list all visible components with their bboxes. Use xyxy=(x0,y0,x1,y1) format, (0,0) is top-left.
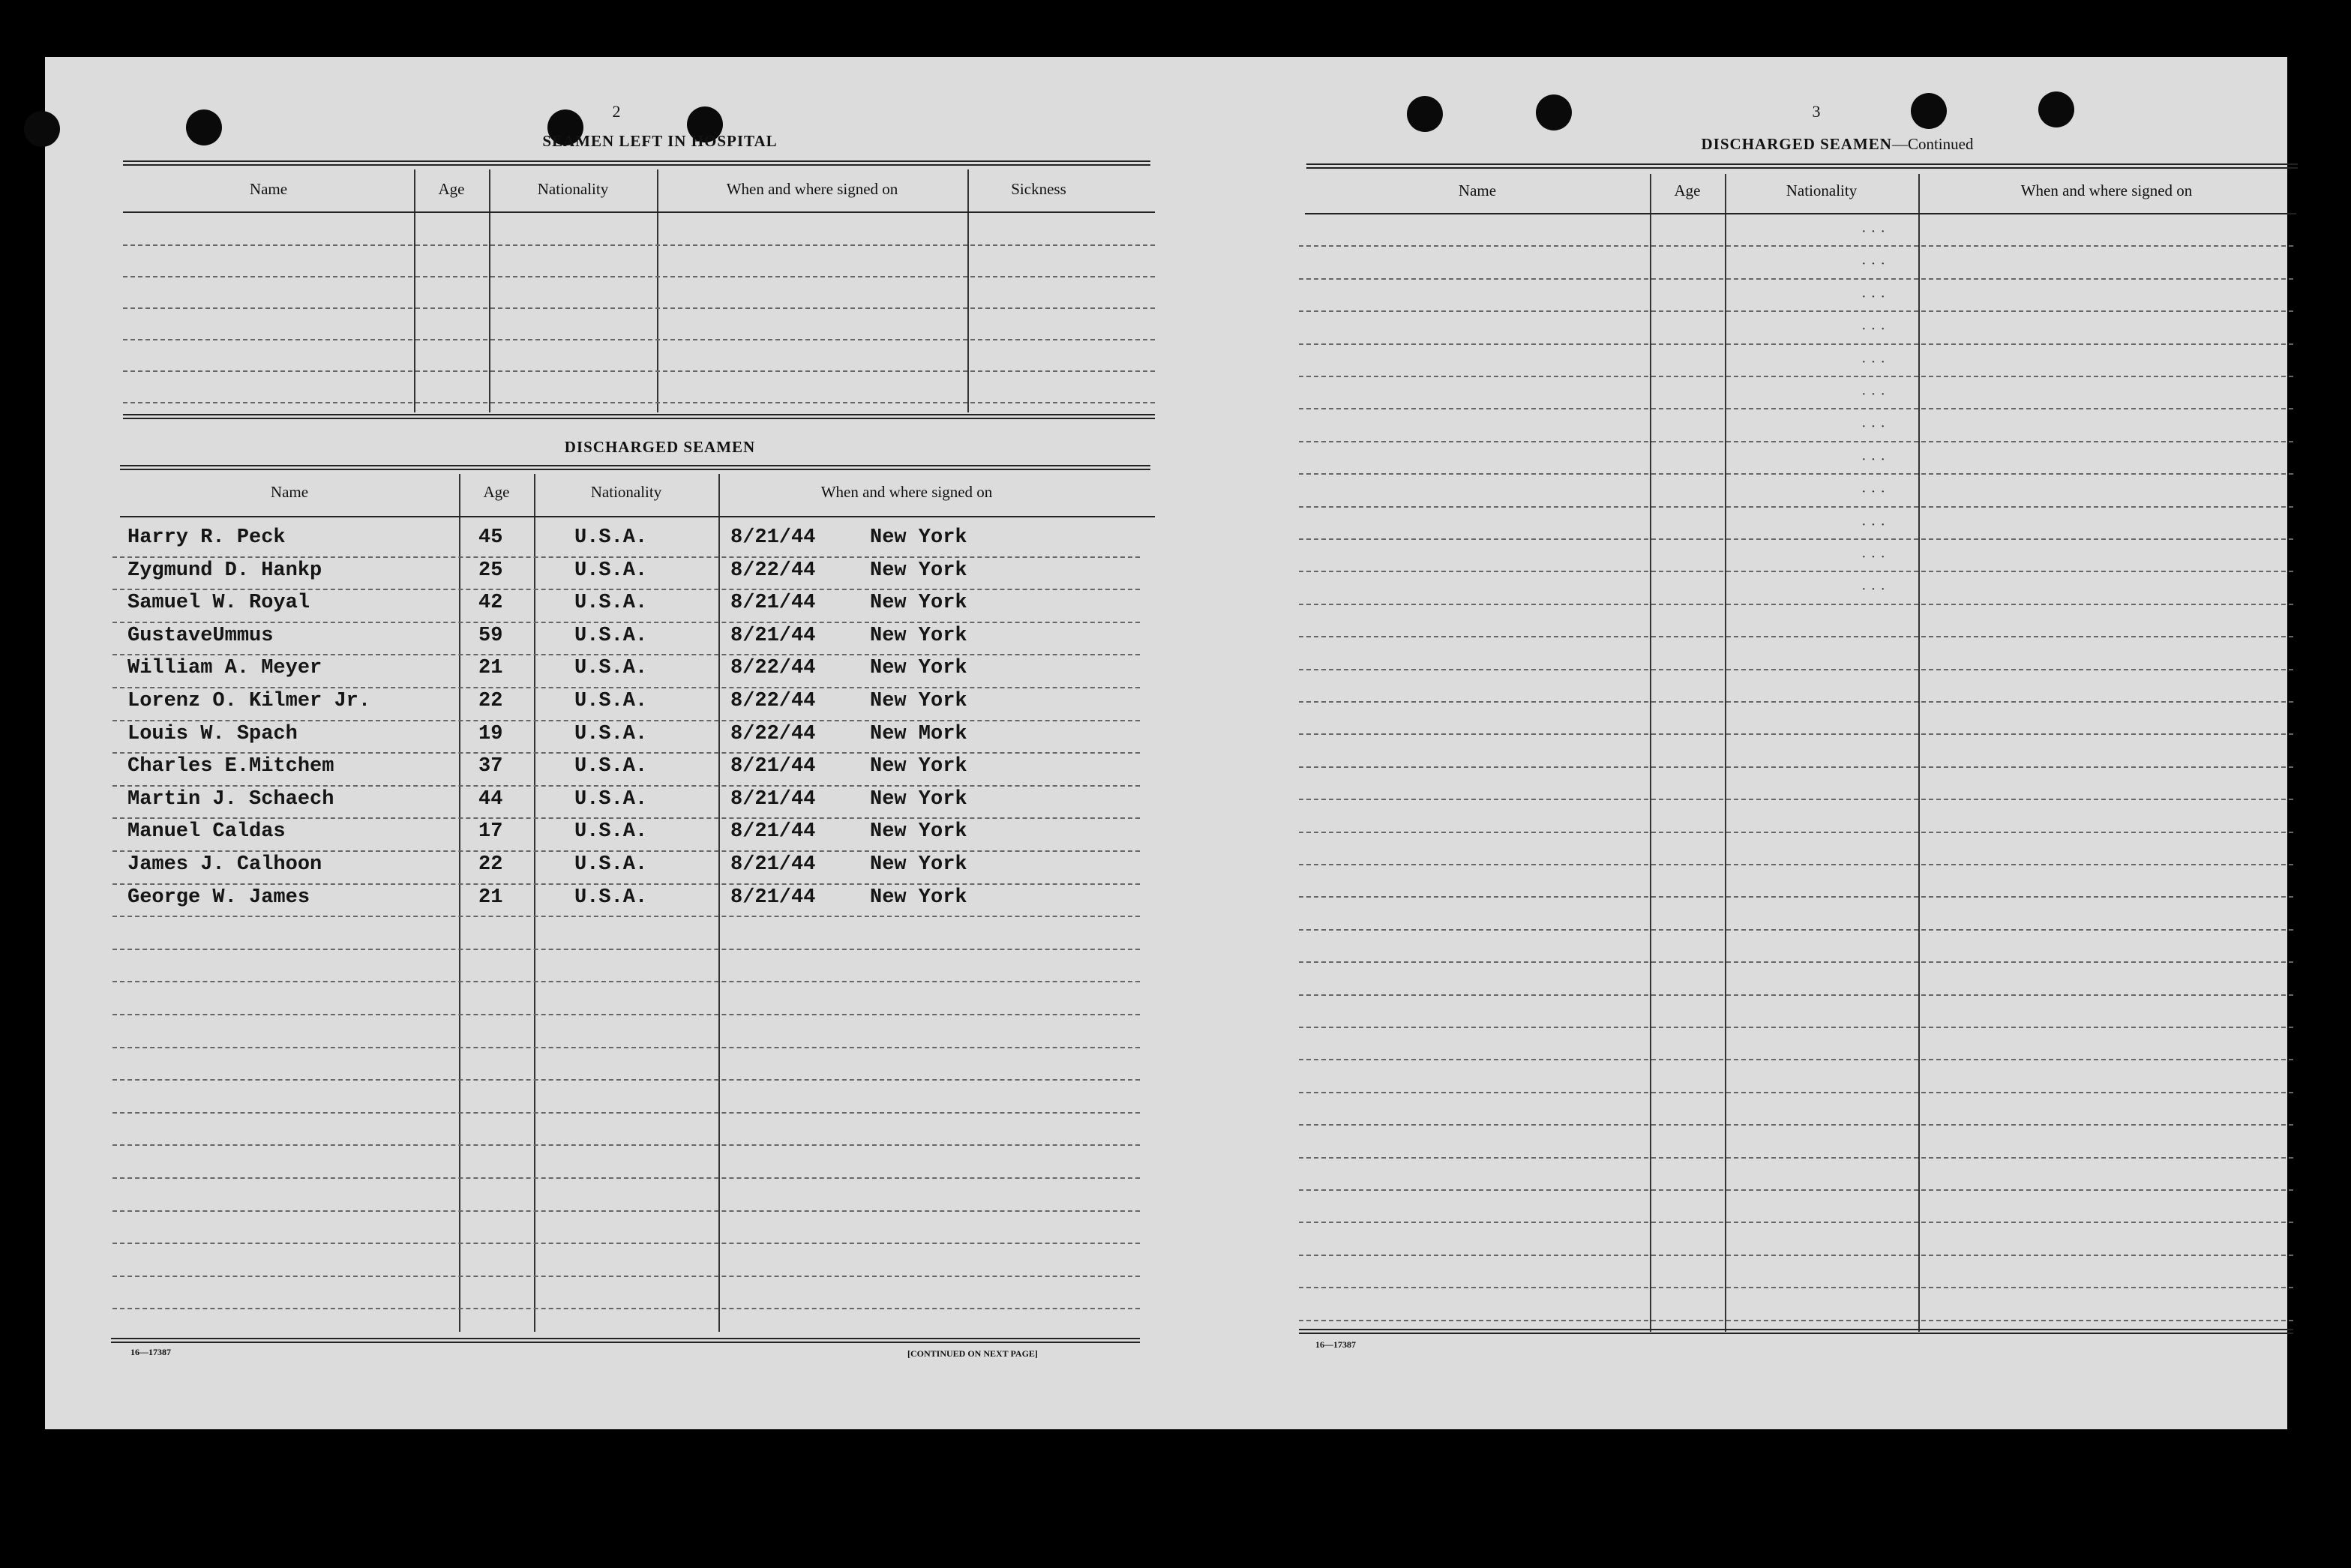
seaman-age: 19 xyxy=(478,723,503,745)
column-header: Name xyxy=(1458,181,1497,199)
signed-on-place: New York xyxy=(870,657,967,679)
seaman-age: 22 xyxy=(478,853,503,876)
signed-on-date: 8/22/44 xyxy=(730,657,816,679)
seaman-name: Samuel W. Royal xyxy=(127,592,310,614)
table-row xyxy=(45,625,1170,658)
signed-on-date: 8/21/44 xyxy=(730,886,816,909)
row-line xyxy=(1299,1027,2293,1028)
row-line xyxy=(123,370,1155,372)
row-line xyxy=(1299,929,2293,931)
column-header: Nationality xyxy=(590,483,662,501)
table-bottom-rule xyxy=(1299,1329,2293,1334)
row-line xyxy=(1299,408,2293,409)
table-row xyxy=(45,723,1170,756)
seaman-name: George W. James xyxy=(127,886,310,909)
row-line xyxy=(112,1243,1140,1244)
column-header: Age xyxy=(483,483,510,501)
seaman-nationality: U.S.A. xyxy=(574,526,648,549)
page-number: 3 xyxy=(1812,102,1821,121)
seaman-name: Manuel Caldas xyxy=(127,820,286,843)
table-row xyxy=(45,755,1170,788)
row-line xyxy=(1299,1092,2293,1093)
row-line xyxy=(112,1047,1140,1048)
table-row xyxy=(45,526,1170,559)
row-line xyxy=(1299,343,2293,345)
seaman-nationality: U.S.A. xyxy=(574,559,648,582)
row-line xyxy=(112,1308,1140,1309)
row-line xyxy=(1299,1059,2293,1060)
seaman-age: 59 xyxy=(478,625,503,647)
row-line xyxy=(112,1079,1140,1081)
seaman-age: 22 xyxy=(478,690,503,712)
row-line xyxy=(1299,1255,2293,1256)
seaman-age: 17 xyxy=(478,820,503,843)
ledger-sheet xyxy=(45,57,2287,1429)
column-header: Age xyxy=(438,180,465,198)
leader-dots: ··· xyxy=(1861,223,1890,240)
row-line xyxy=(1299,245,2293,247)
row-line xyxy=(1299,376,2293,377)
row-line xyxy=(1299,799,2293,800)
seaman-age: 21 xyxy=(478,886,503,909)
row-line xyxy=(1299,571,2293,572)
continued-note: [CONTINUED ON NEXT PAGE] xyxy=(907,1348,1038,1359)
header-underline xyxy=(123,211,1155,213)
column-header: When and where signed on xyxy=(820,483,993,501)
signed-on-place: New York xyxy=(870,788,967,811)
seaman-name: William A. Meyer xyxy=(127,657,322,679)
header-underline xyxy=(1305,213,2296,214)
seaman-age: 25 xyxy=(478,559,503,582)
leader-dots: ··· xyxy=(1861,321,1890,337)
header-rule xyxy=(120,465,1150,470)
signed-on-date: 8/22/44 xyxy=(730,690,816,712)
row-line xyxy=(1299,701,2293,703)
signed-on-date: 8/22/44 xyxy=(730,559,816,582)
row-line xyxy=(112,1276,1140,1277)
seaman-name: Louis W. Spach xyxy=(127,723,298,745)
signed-on-date: 8/21/44 xyxy=(730,592,816,614)
form-code: 16—17387 xyxy=(130,1347,171,1357)
seaman-nationality: U.S.A. xyxy=(574,690,648,712)
leader-dots: ··· xyxy=(1861,484,1890,500)
table-bottom-rule xyxy=(123,414,1155,419)
continued-section-title xyxy=(1575,135,2100,154)
seaman-nationality: U.S.A. xyxy=(574,820,648,843)
row-line xyxy=(112,1144,1140,1146)
leader-dots: ··· xyxy=(1861,581,1890,598)
column-header: Name xyxy=(270,483,309,501)
row-line xyxy=(1299,1157,2293,1159)
row-line xyxy=(1299,864,2293,865)
continued-title-main: DISCHARGED SEAMEN xyxy=(1701,135,1892,153)
seaman-nationality: U.S.A. xyxy=(574,886,648,909)
signed-on-date: 8/21/44 xyxy=(730,788,816,811)
signed-on-place: New York xyxy=(870,625,967,647)
row-line xyxy=(1299,994,2293,996)
seaman-age: 44 xyxy=(478,788,503,811)
page-number: 2 xyxy=(612,102,621,121)
seaman-nationality: U.S.A. xyxy=(574,657,648,679)
column-header: Age xyxy=(1674,181,1701,199)
seaman-name: Martin J. Schaech xyxy=(127,788,334,811)
leader-dots: ··· xyxy=(1861,289,1890,305)
table-row xyxy=(45,886,1170,919)
seaman-name: Harry R. Peck xyxy=(127,526,286,549)
column-divider xyxy=(967,169,969,412)
signed-on-place: New York xyxy=(870,690,967,712)
leader-dots: ··· xyxy=(1861,256,1890,272)
signed-on-date: 8/21/44 xyxy=(730,625,816,647)
signed-on-date: 8/21/44 xyxy=(730,853,816,876)
right-page xyxy=(1170,57,2287,1429)
signed-on-date: 8/21/44 xyxy=(730,820,816,843)
signed-on-place: New York xyxy=(870,886,967,909)
row-line xyxy=(1299,604,2293,605)
seaman-nationality: U.S.A. xyxy=(574,625,648,647)
seaman-nationality: U.S.A. xyxy=(574,592,648,614)
row-line xyxy=(123,244,1155,246)
column-header: Nationality xyxy=(1786,181,1858,199)
leader-dots: ··· xyxy=(1861,386,1890,403)
table-row xyxy=(45,853,1170,886)
row-line xyxy=(1299,538,2293,540)
column-divider xyxy=(657,169,658,412)
column-header: When and where signed on xyxy=(726,180,898,198)
column-header: Name xyxy=(249,180,288,198)
seaman-nationality: U.S.A. xyxy=(574,723,648,745)
signed-on-place: New York xyxy=(870,526,967,549)
seaman-nationality: U.S.A. xyxy=(574,853,648,876)
table-row xyxy=(45,657,1170,690)
row-line xyxy=(112,1210,1140,1212)
header-rule xyxy=(123,160,1150,166)
row-line xyxy=(112,1112,1140,1114)
seaman-age: 21 xyxy=(478,657,503,679)
row-line xyxy=(123,402,1155,403)
table-bottom-rule xyxy=(111,1338,1140,1343)
row-line xyxy=(123,307,1155,309)
row-line xyxy=(112,1177,1140,1179)
discharged-section-title: DISCHARGED SEAMEN xyxy=(564,438,756,456)
seaman-name: Zygmund D. Hankp xyxy=(127,559,322,582)
column-header: When and where signed on xyxy=(2020,181,2193,199)
hospital-section-title: SEAMEN LEFT IN HOSPITAL xyxy=(542,132,778,150)
table-row xyxy=(45,559,1170,592)
row-line xyxy=(1299,832,2293,833)
row-line xyxy=(112,949,1140,950)
row-line xyxy=(1299,441,2293,442)
row-line xyxy=(1299,733,2293,735)
row-line xyxy=(1299,766,2293,768)
seaman-nationality: U.S.A. xyxy=(574,788,648,811)
table-row xyxy=(45,690,1170,723)
column-divider xyxy=(489,169,490,412)
row-line xyxy=(1299,636,2293,637)
seaman-age: 42 xyxy=(478,592,503,614)
row-line xyxy=(123,276,1155,277)
signed-on-place: New York xyxy=(870,559,967,582)
signed-on-place: New Mork xyxy=(870,723,967,745)
seaman-name: GustaveUmmus xyxy=(127,625,274,647)
column-divider xyxy=(414,169,415,412)
row-line xyxy=(112,981,1140,982)
column-header: Sickness xyxy=(1011,180,1066,198)
signed-on-place: New York xyxy=(870,592,967,614)
seaman-name: Lorenz O. Kilmer Jr. xyxy=(127,690,371,712)
leader-dots: ··· xyxy=(1861,517,1890,533)
seaman-age: 37 xyxy=(478,755,503,778)
leader-dots: ··· xyxy=(1861,451,1890,468)
row-line xyxy=(1299,1189,2293,1191)
table-row xyxy=(45,820,1170,853)
row-line xyxy=(1299,310,2293,312)
row-line xyxy=(112,1014,1140,1015)
table-row xyxy=(45,788,1170,821)
leader-dots: ··· xyxy=(1861,418,1890,435)
signed-on-date: 8/22/44 xyxy=(730,723,816,745)
header-rule xyxy=(1306,163,2298,169)
signed-on-date: 8/21/44 xyxy=(730,526,816,549)
row-line xyxy=(1299,1222,2293,1223)
row-line xyxy=(123,339,1155,340)
signed-on-place: New York xyxy=(870,820,967,843)
row-line xyxy=(1299,1287,2293,1288)
left-page xyxy=(45,57,1170,1429)
leader-dots: ··· xyxy=(1861,354,1890,370)
row-line xyxy=(1299,1124,2293,1126)
column-header: Nationality xyxy=(537,180,609,198)
leader-dots: ··· xyxy=(1861,549,1890,565)
row-line xyxy=(1299,1320,2293,1321)
form-code: 16—17387 xyxy=(1315,1339,1356,1350)
continued-title-suffix: —Continued xyxy=(1891,135,1974,153)
signed-on-date: 8/21/44 xyxy=(730,755,816,778)
row-line xyxy=(1299,669,2293,670)
row-line xyxy=(1299,896,2293,898)
signed-on-place: New York xyxy=(870,853,967,876)
row-line xyxy=(1299,961,2293,963)
header-underline xyxy=(120,516,1155,517)
row-line xyxy=(1299,473,2293,475)
table-row xyxy=(45,592,1170,625)
seaman-age: 45 xyxy=(478,526,503,549)
row-line xyxy=(1299,506,2293,508)
seaman-nationality: U.S.A. xyxy=(574,755,648,778)
row-line xyxy=(1299,278,2293,280)
seaman-name: Charles E.Mitchem xyxy=(127,755,334,778)
signed-on-place: New York xyxy=(870,755,967,778)
seaman-name: James J. Calhoon xyxy=(127,853,322,876)
